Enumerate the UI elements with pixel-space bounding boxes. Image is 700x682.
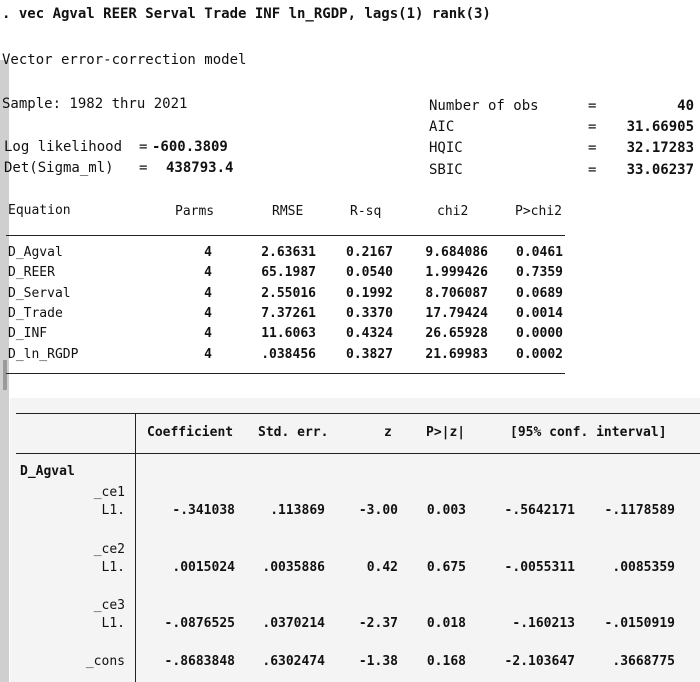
coef-ci-lower: -2.103647: [504, 654, 575, 669]
eq-chi2: 8.706087: [425, 285, 488, 301]
eq-chi2: 17.79424: [425, 305, 488, 321]
coef-ci-upper: -.1178589: [604, 503, 675, 518]
coef-value: .0015024: [172, 560, 235, 575]
stat-label: Det(Sigma_ml): [4, 160, 114, 176]
eq-pchi2: 0.0000: [516, 326, 563, 342]
eq-header: R-sq: [350, 204, 382, 219]
coef-term-lag: L1.: [101, 616, 125, 631]
stat-label: AIC: [429, 119, 455, 135]
eq-pchi2: 0.0689: [516, 285, 563, 301]
coef-stderr: .0035886: [262, 560, 325, 575]
eq-rsq: 0.0540: [346, 265, 393, 281]
coef-ci-lower: -.5642171: [504, 503, 575, 518]
coef-ci-upper: .3668775: [612, 654, 675, 669]
coef-ci-lower: -.160213: [512, 616, 575, 631]
stat-value: 40: [677, 98, 694, 114]
stat-value: 33.06237: [626, 162, 694, 178]
eq-header: Parms: [175, 204, 215, 219]
coef-z: 0.42: [366, 560, 398, 575]
eq-name: D_Trade: [8, 305, 63, 321]
coef-ci-upper: .0085359: [612, 560, 675, 575]
command-line: . vec Agval REER Serval Trade INF ln_RGDP, lags(1) rank(3): [2, 6, 491, 22]
coef-term-name: _ce1: [93, 485, 125, 500]
eq-header: Equation: [8, 203, 71, 218]
eq-chi2: 1.999426: [425, 265, 488, 281]
coef-stderr: .0370214: [262, 616, 325, 631]
coef-header: P>|z|: [426, 425, 466, 440]
eq-pchi2: 0.0014: [516, 305, 563, 321]
coef-value: -.341038: [172, 503, 235, 518]
coef-group-label: D_Agval: [20, 464, 75, 479]
eq-parms: 4: [204, 326, 212, 342]
stat-eq: =: [139, 139, 148, 155]
eq-chi2: 21.69983: [425, 346, 488, 362]
coef-pvalue: 0.675: [426, 560, 466, 575]
eq-parms: 4: [204, 285, 212, 301]
stat-eq: =: [588, 162, 597, 178]
eq-rmse: .038456: [261, 346, 316, 362]
coef-table-panel: [10, 398, 700, 682]
eq-pchi2: 0.0461: [516, 245, 563, 260]
eq-name: D_Agval: [8, 245, 63, 260]
eq-rmse: 2.63631: [261, 245, 316, 260]
stat-eq: =: [139, 160, 148, 176]
coef-ci-lower: -.0055311: [504, 560, 575, 575]
stat-eq: =: [588, 140, 597, 156]
eq-header: P>chi2: [515, 204, 562, 219]
stat-value: 31.66905: [626, 119, 694, 135]
eq-parms: 4: [204, 265, 212, 281]
coef-z: -2.37: [358, 616, 398, 631]
eq-parms: 4: [204, 346, 212, 362]
stat-value: -600.3809: [152, 139, 228, 155]
eq-chi2: 9.684086: [425, 245, 488, 260]
left-edge-mark: [3, 360, 7, 390]
coef-header: Std. err.: [258, 425, 329, 440]
eq-chi2: 26.65928: [425, 326, 488, 342]
coef-term-lag: _cons: [85, 654, 125, 669]
eq-parms: 4: [204, 305, 212, 321]
coef-value: -.8683848: [164, 654, 235, 669]
coef-value: -.0876525: [164, 616, 235, 631]
eq-rsq: 0.4324: [346, 326, 393, 342]
eq-header: chi2: [437, 204, 469, 219]
coef-term-lag: L1.: [101, 503, 125, 518]
coef-z: -1.38: [358, 654, 398, 669]
coef-rule-top: [16, 413, 700, 414]
coef-pvalue: 0.168: [426, 654, 466, 669]
eq-name: D_REER: [8, 265, 55, 281]
stat-label: SBIC: [429, 162, 463, 178]
eq-table-rule-top: [6, 235, 565, 236]
coef-pvalue: 0.018: [426, 616, 466, 631]
eq-header: RMSE: [272, 204, 304, 219]
coef-col-divider: [135, 414, 136, 682]
eq-rmse: 65.1987: [261, 265, 316, 281]
coef-rule-header: [16, 453, 700, 454]
eq-rsq: 0.3827: [346, 346, 393, 362]
coef-pvalue: 0.003: [426, 503, 466, 518]
stat-eq: =: [588, 98, 597, 114]
eq-rmse: 11.6063: [261, 326, 316, 342]
eq-rsq: 0.2167: [346, 245, 393, 260]
eq-name: D_ln_RGDP: [8, 346, 79, 362]
coef-term-name: _ce2: [93, 542, 125, 557]
eq-name: D_INF: [8, 326, 48, 342]
stat-value: 438793.4: [166, 160, 234, 176]
eq-pchi2: 0.7359: [516, 265, 563, 281]
eq-name: D_Serval: [8, 285, 71, 301]
coef-header: [95% conf. interval]: [510, 425, 667, 440]
stat-label: Log likelihood: [4, 139, 123, 155]
coef-term-lag: L1.: [101, 560, 125, 575]
coef-stderr: .6302474: [262, 654, 325, 669]
coef-stderr: .113869: [270, 503, 325, 518]
eq-rmse: 2.55016: [261, 285, 316, 301]
coef-ci-upper: -.0150919: [604, 616, 675, 631]
sample-range: Sample: 1982 thru 2021: [2, 96, 188, 112]
eq-table-rule-bottom: [6, 373, 565, 374]
model-title: Vector error-correction model: [2, 52, 247, 68]
eq-rsq: 0.3370: [346, 305, 393, 321]
eq-parms: 4: [204, 245, 212, 260]
eq-rsq: 0.1992: [346, 285, 393, 301]
eq-rmse: 7.37261: [261, 305, 316, 321]
coef-header: Coefficient: [147, 425, 234, 440]
coef-term-name: _ce3: [93, 598, 125, 613]
coef-header: z: [384, 425, 392, 440]
stat-label: HQIC: [429, 140, 463, 156]
stat-value: 32.17283: [626, 140, 694, 156]
stat-eq: =: [588, 119, 597, 135]
eq-pchi2: 0.0002: [516, 346, 563, 362]
stat-label: Number of obs: [429, 98, 539, 114]
coef-z: -3.00: [358, 503, 398, 518]
